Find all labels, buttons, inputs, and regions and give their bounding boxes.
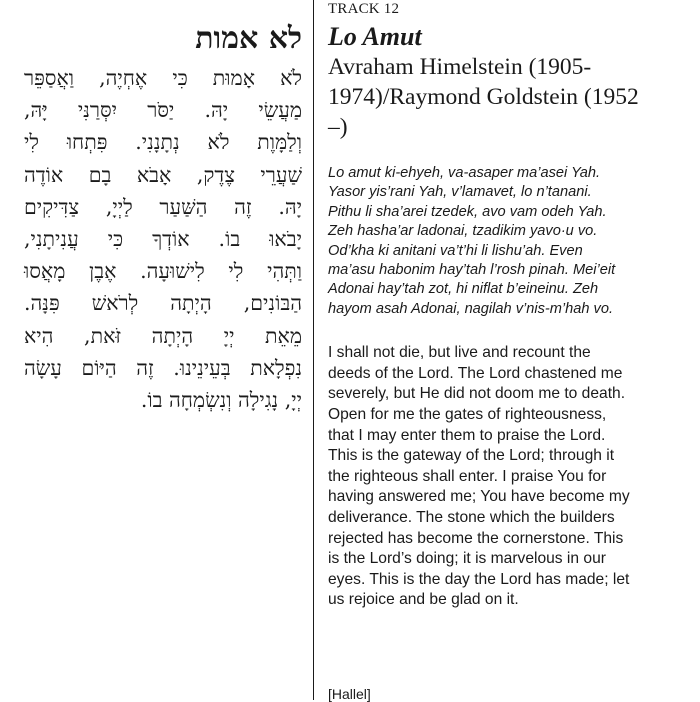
hebrew-text-column <box>24 22 302 416</box>
hebrew-line: יְיָ, נָגִילָה וְנִשְׂמְחָה בוֹ. <box>140 388 302 413</box>
hebrew-title: לא אמות <box>195 21 302 56</box>
column-divider <box>313 0 314 700</box>
hebrew-line: הַבּוֹנִים, הָיְתָה לְרֹאשׁ פִּנָּה. <box>24 291 302 316</box>
hebrew-line: וְלַמָּוֶת לֹא נְתָנָנִי. פִּתְחוּ לִי <box>24 130 302 155</box>
hebrew-line: יָבֹאוּ בוֹ. אוֹדְךָ כִּי עֲנִיתָנִי, <box>24 227 302 252</box>
hebrew-line: שַׁעֲרֵי צֶדֶק, אָבֹא בָם אוֹדֶה <box>24 162 302 187</box>
transliteration-text: Lo amut ki-ehyeh, va-asaper ma’asei Yah. Yasor yis’rani Yah, v’lamavet, lo n’tanani. Pithu li sha’arei tzedek, avo vam odeh Yah. Zeh hasha’ar ladonai, tzadikim yavo·u vo. Od’kha ki anitani va’t’hi li lishu’ah. Even ma’asu habonim hay’tah l’rosh pinah. Mei’eit Adonai hay’tah zot, hi niflat b’eineinu. Zeh hayom asah Adonai, nagilah v’nis-m’hah vo. <box>328 165 616 317</box>
track-label: TRACK 12 <box>328 1 400 17</box>
hebrew-line: מֵאֵת יְיָ הָיְתָה זֹּאת, הִיא <box>24 323 302 348</box>
hebrew-line: לֹא אָמוּת כִּי אֶחְיֶה, וַאֲסַפֵּר <box>24 66 302 90</box>
hebrew-line: מַעֲשֵׂי יָהּ. יַסֹּר יִסְּרַנִּי יָּהּ, <box>24 98 302 123</box>
track-info-column <box>328 0 688 611</box>
hebrew-line: יָהּ. זֶה הַשַּׁעַר לַיְיָ, צַדִּיקִים <box>24 194 302 219</box>
song-title: Lo Amut <box>328 22 422 51</box>
english-translation: I shall not die, but live and recount the deeds of the Lord. The Lord chastened me severely, but He did not doom me to death. Open for me the gates of righteousness, that I may enter them to praise the Lord. This is the gateway of the Lord; through it the righteous shall enter. I praise You for having answered me; You have become my deliverance. The stone which the builders rejected has become the cornerstone. This is the Lord’s doing; it is marvelous in our eyes. This is the day the Lord has made; let us rejoice and be glad on it. <box>328 344 630 609</box>
source-note: [Hallel] <box>328 686 371 702</box>
hebrew-body <box>24 62 302 416</box>
composer-credits: Avraham Himelstein (1905-1974)/Raymond Goldstein (1952 –) <box>328 54 639 140</box>
hebrew-line: נִפְלָאת בְּעֵינֵינוּ. זֶה הַיּוֹם עָשָׂה <box>24 355 302 380</box>
hebrew-line: וַתְּהִי לִי לִישׁוּעָה. אֶבֶן מָאֲסוּ <box>24 259 302 284</box>
